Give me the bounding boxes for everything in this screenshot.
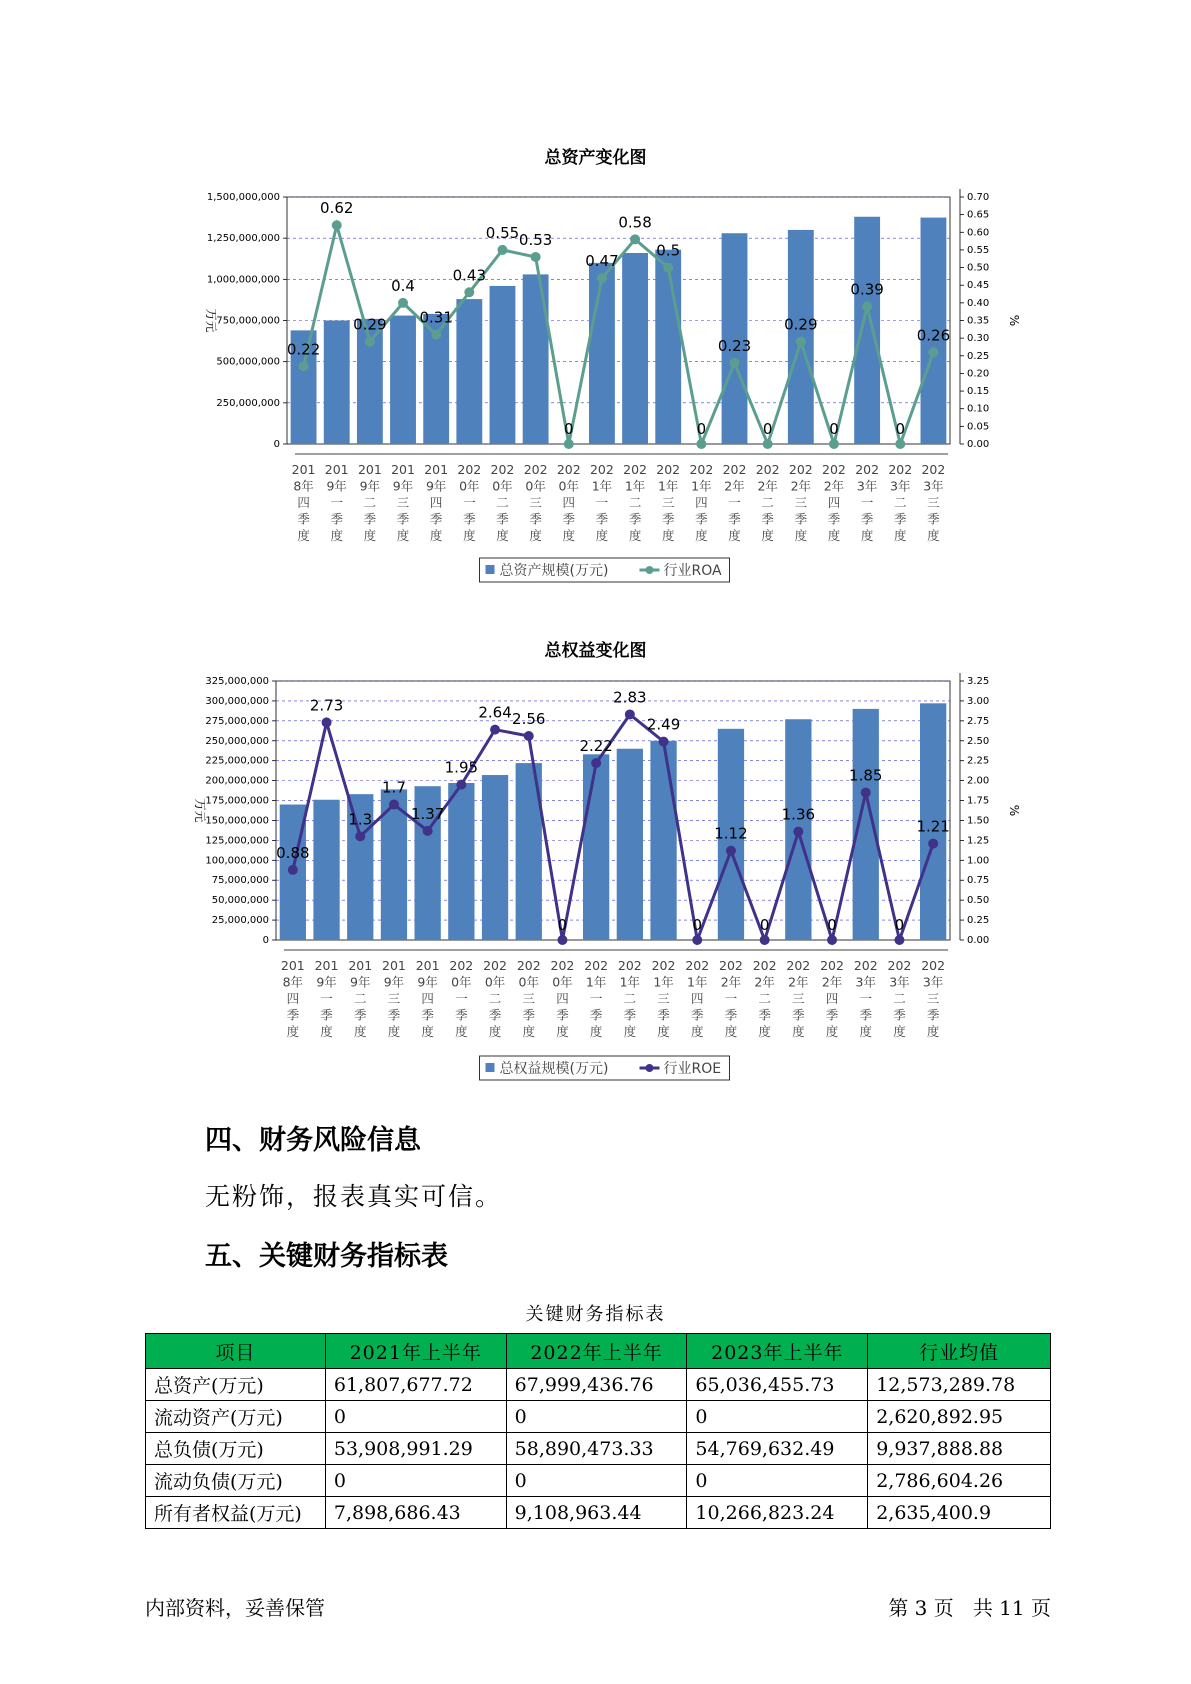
y-tick-label: 275,000,000 [205,715,269,727]
y-tick-label: 100,000,000 [205,855,269,867]
data-label: 0 [557,916,568,934]
line-point [692,935,702,945]
line-point [490,725,500,735]
line-point [332,220,342,230]
y-tick-label: 75,000,000 [211,875,269,887]
line-point [431,330,441,340]
line-point [591,758,601,768]
y2-tick-label: 0.35 [967,315,990,327]
y2-tick-label: 3.25 [967,676,990,687]
x-tick-label: 202 1年一季度 [589,462,614,543]
data-label: 0 [829,420,839,438]
y2-tick-label: 0.40 [967,297,990,309]
line-point [322,717,332,727]
y2-tick-label: 0.15 [967,386,990,398]
bar [324,321,350,445]
bar [313,800,339,940]
y-tick-label: 150,000,000 [205,815,269,827]
bar [482,775,508,940]
line-point [456,780,466,790]
y2-tick-label: 0.25 [967,350,990,362]
y2-tick-label: 2.75 [967,715,990,727]
data-label: 2.56 [512,709,546,728]
table-cell: 53,908,991.29 [325,1433,506,1465]
plot-frame [276,681,950,940]
section-heading-risk: 四、财务风险信息 [205,1125,421,1156]
data-label: 0.47 [585,252,619,271]
table-row [146,1497,1051,1529]
data-label: 1.95 [444,758,479,777]
y2-tick-label: 1.25 [967,835,990,847]
x-tick-label: 201 8年四季度 [280,958,305,1039]
x-tick-label: 202 0年三季度 [523,462,548,543]
data-label: 0.23 [717,336,752,355]
table-header-cell: 2023年上半年 [687,1334,868,1369]
y2-axis-label: % [1007,314,1021,327]
x-tick-label: 201 9年四季度 [424,462,449,543]
legend-label-bars: 总权益规模(万元) [499,1061,609,1077]
data-label: 0 [895,420,906,438]
line-point [796,337,806,347]
table-header-cell: 2021年上半年 [325,1334,506,1369]
line-point [597,273,607,283]
bar [490,286,516,444]
legend-swatch-point [646,566,654,574]
table-cell: 0 [325,1401,506,1433]
data-label: 0.4 [391,276,415,295]
table-cell: 9,108,963.44 [506,1497,687,1529]
table-cell: 61,807,677.72 [325,1369,506,1401]
x-tick-label: 201 9年一季度 [324,462,349,543]
total-equity-chart [0,665,1191,1090]
table-cell: 2,635,400.9 [868,1497,1051,1529]
data-label: 1.85 [849,766,883,785]
legend-label-bars: 总资产规模(万元) [499,563,609,579]
data-label: 0.5 [656,241,681,260]
data-label: 1.3 [348,810,373,829]
line-point [928,347,938,357]
data-label: 0 [762,420,773,438]
y-axis-label: 万元 [204,308,218,333]
table-cell: 7,898,686.43 [325,1497,506,1529]
table-cell: 65,036,455.73 [687,1369,868,1401]
bar [583,754,609,940]
data-label: 1.7 [382,778,406,797]
y2-tick-label: 0.45 [967,280,990,292]
data-label: 0 [827,916,837,934]
table-row [146,1465,1051,1497]
x-tick-label: 202 3年一季度 [855,462,880,543]
legend-swatch-point [646,1064,654,1072]
y-tick-label: 225,000,000 [205,755,269,767]
line-point [531,252,541,262]
x-tick-label: 202 2年四季度 [820,958,844,1039]
data-label: 0.26 [916,326,951,345]
y-tick-label: 25,000,000 [211,915,269,927]
table-cell: 总资产(万元) [146,1369,326,1401]
table-cell: 所有者权益(万元) [146,1497,326,1529]
y-tick-label: 0 [262,935,269,946]
chart-title-assets: 总资产变化图 [544,148,647,168]
legend-swatch-bars [486,1063,495,1072]
bar [650,741,676,940]
legend-label-line: 行业ROE [663,1061,722,1077]
line-point [630,234,640,244]
x-tick-label: 202 1年三季度 [656,462,681,543]
line-point [299,361,309,371]
line-point [288,865,298,875]
y2-tick-label: 1.00 [967,855,990,867]
line-point [861,788,871,798]
data-label: 0.31 [419,308,453,327]
y2-tick-label: 0.20 [967,368,990,380]
y2-tick-label: 0.10 [967,403,990,415]
y2-tick-label: 0.00 [967,439,990,450]
risk-text: 无粉饰，报表真实可信。 [205,1182,503,1211]
x-tick-label: 201 9年四季度 [415,958,440,1039]
line-point [625,709,635,719]
y-tick-label: 250,000,000 [216,397,280,409]
line-point [659,737,669,747]
y-axis-label: 万元 [193,798,207,823]
bar [448,783,474,940]
x-tick-label: 202 2年一季度 [719,958,743,1039]
y2-tick-label: 0.65 [967,209,990,221]
line-point [793,827,803,837]
x-tick-label: 202 2年三季度 [786,958,811,1039]
footer-page-number: 第 3 页 共 11 页 [888,1596,1051,1620]
line-point [398,298,408,308]
y-tick-label: 125,000,000 [205,835,269,847]
data-label: 0.43 [452,266,487,285]
x-tick-label: 202 2年四季度 [822,462,846,543]
table-header-cell: 行业均值 [868,1334,1051,1369]
table-cell: 10,266,823.24 [687,1497,868,1529]
data-label: 1.12 [714,824,748,843]
y-tick-label: 1,250,000,000 [206,233,280,245]
data-label: 0.29 [353,315,387,334]
x-tick-label: 202 1年二季度 [623,462,648,543]
y2-tick-label: 1.50 [967,815,990,827]
table-cell: 9,937,888.88 [868,1433,1051,1465]
data-label: 1.37 [410,804,445,823]
line-point [524,731,534,741]
data-label: 0.58 [618,213,652,232]
financial-indicators-table [145,1333,1051,1529]
x-tick-label: 202 0年一季度 [449,958,474,1039]
y-tick-label: 1,500,000,000 [206,192,280,203]
data-label: 0.39 [850,280,884,299]
y2-tick-label: 1.75 [967,795,990,807]
x-tick-label: 202 1年三季度 [651,958,676,1039]
bar [617,749,643,940]
y-tick-label: 250,000,000 [205,735,269,747]
data-label: 1.36 [781,805,816,824]
table-cell: 54,769,632.49 [687,1433,868,1465]
line-point [365,337,375,347]
line-point [829,439,839,449]
table-cell: 67,999,436.76 [506,1369,687,1401]
y2-tick-label: 0.70 [967,192,990,203]
y2-tick-label: 3.00 [967,695,990,707]
line-point [389,800,399,810]
table-cell: 2,786,604.26 [868,1465,1051,1497]
line-point [827,935,837,945]
x-tick-label: 202 2年一季度 [722,462,747,543]
y-tick-label: 50,000,000 [211,895,269,907]
y-tick-label: 1,000,000,000 [206,274,280,286]
y-tick-label: 0 [273,439,280,450]
y2-tick-label: 0.75 [967,875,990,887]
legend-label-line: 行业ROA [663,563,722,579]
x-tick-label: 202 2年二季度 [755,462,780,543]
x-tick-label: 201 9年二季度 [357,462,382,543]
bar [622,253,648,444]
x-tick-label: 202 3年一季度 [853,958,878,1039]
table-cell: 流动负债(万元) [146,1465,326,1497]
table-cell: 0 [687,1401,868,1433]
x-tick-label: 202 0年一季度 [457,462,482,543]
data-label: 2.64 [478,703,512,722]
table-cell: 0 [506,1401,687,1433]
data-label: 0.88 [276,843,310,862]
y-tick-label: 325,000,000 [205,676,269,687]
chart-title-equity: 总权益变化图 [544,641,647,661]
y2-tick-label: 0.50 [967,262,990,274]
y-tick-label: 175,000,000 [205,795,269,807]
bar [854,217,880,444]
y-tick-label: 200,000,000 [205,775,269,787]
table-caption: 关键财务指标表 [525,1304,666,1325]
bar [655,250,681,444]
bar [390,316,416,444]
x-tick-label: 201 9年三季度 [391,462,415,543]
line-point [663,263,673,273]
y-tick-label: 500,000,000 [216,356,280,368]
y2-tick-label: 2.00 [967,775,990,787]
bar [853,709,879,940]
line-point [564,439,574,449]
data-label: 0.22 [286,340,321,359]
y2-tick-label: 2.25 [967,755,990,767]
x-tick-label: 202 0年三季度 [516,958,541,1039]
line-point [355,831,365,841]
x-tick-label: 202 2年三季度 [788,462,813,543]
x-tick-label: 202 0年二季度 [483,958,507,1039]
table-row [146,1433,1051,1465]
y2-tick-label: 0.30 [967,333,990,345]
y2-tick-label: 0.50 [967,895,990,907]
bar [589,263,615,444]
table-header-cell: 2022年上半年 [506,1334,687,1369]
legend-swatch-bars [486,565,495,574]
table-cell: 58,890,473.33 [506,1433,687,1465]
x-tick-label: 201 9年三季度 [382,958,406,1039]
line-point [497,245,507,255]
data-label: 2.83 [613,688,647,707]
data-label: 2.73 [309,696,344,715]
x-tick-label: 202 1年四季度 [689,462,714,543]
data-label: 0.62 [320,199,354,218]
y2-tick-label: 0.55 [967,244,990,256]
y2-tick-label: 2.50 [967,735,990,747]
table-cell: 0 [687,1465,868,1497]
y2-tick-label: 0.00 [967,935,990,946]
line-point [726,846,736,856]
y-tick-label: 750,000,000 [216,315,280,327]
x-tick-label: 202 3年二季度 [887,958,912,1039]
total-assets-chart [0,170,1191,590]
data-label: 1.21 [916,817,950,836]
x-tick-label: 202 0年四季度 [556,462,581,543]
line-point [730,358,740,368]
x-tick-label: 201 9年二季度 [348,958,373,1039]
line-point [557,935,567,945]
footer-left: 内部资料，妥善保管 [145,1596,325,1620]
line-point [696,439,706,449]
data-label: 0 [894,916,905,934]
data-label: 0.29 [784,315,818,334]
line-point [763,439,773,449]
table-header-row [146,1334,1051,1369]
x-tick-label: 201 8年四季度 [291,462,316,543]
bar [456,299,482,444]
data-label: 0 [759,916,770,934]
table-row [146,1401,1051,1433]
x-tick-label: 202 0年二季度 [490,462,515,543]
line-point [895,439,905,449]
line-point [862,301,872,311]
x-tick-label: 202 3年二季度 [888,462,913,543]
table-cell: 12,573,289.78 [868,1369,1051,1401]
table-cell: 流动资产(万元) [146,1401,326,1433]
data-label: 0 [696,420,707,438]
table-row [146,1369,1051,1401]
y-tick-label: 300,000,000 [205,695,269,707]
y2-axis-label: % [1007,804,1021,817]
table-cell: 总负债(万元) [146,1433,326,1465]
data-label: 0.55 [485,223,520,242]
x-tick-label: 201 9年一季度 [314,958,339,1039]
x-tick-label: 202 3年三季度 [921,958,946,1039]
section-heading-table: 五、关键财务指标表 [205,1241,448,1272]
data-label: 2.49 [646,715,681,734]
y2-tick-label: 0.05 [967,421,990,433]
data-label: 2.22 [579,737,613,756]
x-tick-label: 202 3年三季度 [921,462,946,543]
table-cell: 0 [506,1465,687,1497]
y2-tick-label: 0.25 [967,915,990,927]
line-point [464,287,474,297]
x-tick-label: 202 0年四季度 [550,958,575,1039]
data-label: 0.53 [518,230,553,249]
line-point [928,839,938,849]
line-point [760,935,770,945]
table-cell: 0 [325,1465,506,1497]
x-tick-label: 202 1年二季度 [617,958,642,1039]
y2-tick-label: 0.60 [967,227,990,239]
x-tick-label: 202 2年二季度 [752,958,777,1039]
table-cell: 2,620,892.95 [868,1401,1051,1433]
x-tick-label: 202 1年四季度 [685,958,710,1039]
x-tick-label: 202 1年一季度 [584,958,609,1039]
data-label: 0 [564,420,574,438]
line-point [423,826,433,836]
line-point [894,935,904,945]
data-label: 0 [692,916,703,934]
table-header-cell: 项目 [146,1334,326,1369]
